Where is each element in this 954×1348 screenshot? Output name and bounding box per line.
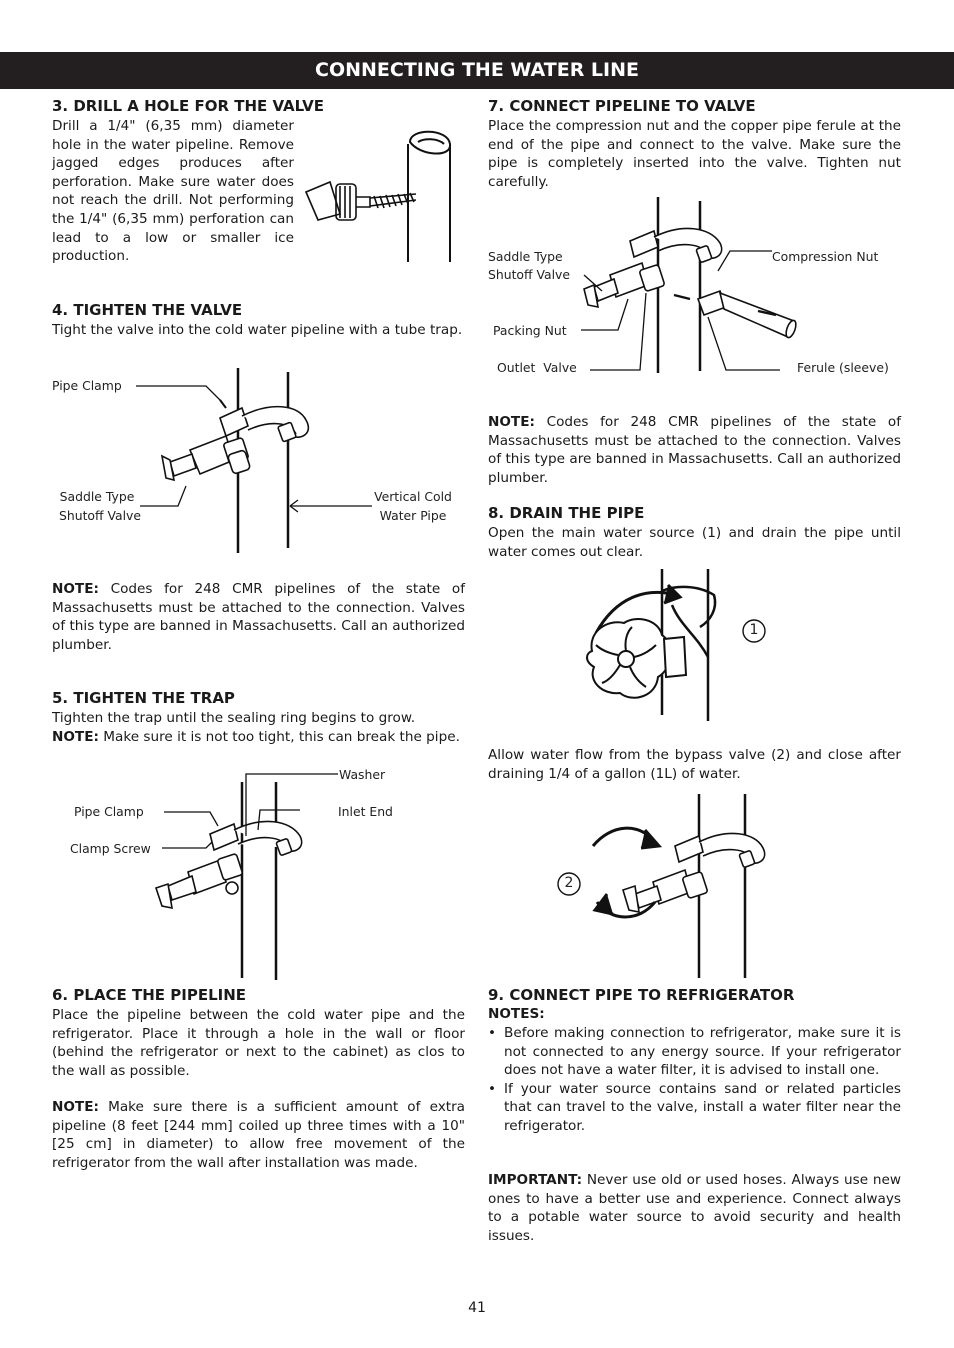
section-9-important — [488, 1171, 901, 1245]
valve-illustration-step4 — [130, 368, 460, 553]
section-7-heading: 7. CONNECT PIPELINE TO VALVE — [488, 97, 756, 115]
section-5-note — [52, 728, 465, 747]
section-4-heading: 4. TIGHTEN THE VALVE — [52, 301, 243, 319]
section-8-body: Open the main water source (1) and drain the pipe until water comes out clear. — [488, 525, 901, 560]
list-item: • If your water source contains sand or related particles that can travel to the valve, install a water filter near the refrigerator. — [488, 1080, 901, 1136]
section-9-heading: 9. CONNECT PIPE TO REFRIGERATOR — [488, 986, 795, 1004]
section-3-body: Drill a 1/4" (6,35 mm) diameter hole in the water pipeline. Remove jagged edges produces after perforation. Make sure water does not reach the drill. Not performing the 1/4" (6,35 mm) perforation can lead to a low or smaller ice production. — [52, 118, 294, 265]
compression-nut-label: Compression Nut — [772, 249, 879, 264]
pipe-clamp-label-step5: Pipe Clamp — [74, 804, 144, 819]
section-7-body: Place the compression nut and the copper pipe ferule at the end of the pipe and connect to the valve. Make sure the pipe is completely inserted into the valve. Tighten nut carefully. — [488, 118, 901, 190]
marker-1: 1 — [749, 622, 759, 638]
section-5-body: Tighten the trap until the sealing ring begins to grow. — [52, 710, 416, 726]
washer-label: Washer — [339, 767, 386, 782]
section-4-note-text: Codes for 248 CMR pipelines of the state of Massachusetts must be attached to the connection. Valves of this type are banned in Massachusetts. Call an authorized plumber. — [52, 581, 465, 653]
trap-illustration-step5 — [150, 770, 350, 982]
section-9-notes-list — [488, 1024, 901, 1136]
section-4-body: Tight the valve into the cold water pipeline with a tube trap. — [52, 322, 463, 338]
section-5-note-text: Make sure it is not too tight, this can break the pipe. — [103, 729, 460, 745]
section-8-heading: 8. DRAIN THE PIPE — [488, 504, 645, 522]
page-number: 41 — [468, 1300, 486, 1316]
important-label: IMPORTANT: — [488, 1172, 583, 1188]
section-7-note-text: Codes for 248 CMR pipelines of the state of Massachusetts must be attached to the connection. Valves of this type are banned in Massachusetts. Call an authorized plumber. — [488, 414, 901, 486]
pipeline-valve-illustration-step7 — [580, 195, 810, 375]
section-6-note — [52, 1098, 465, 1172]
vertical-pipe-label-1: Vertical Cold — [374, 489, 452, 504]
section-4-note — [52, 580, 465, 654]
section-7-note — [488, 413, 901, 487]
section-8-body-2: Allow water flow from the bypass valve (2) and close after draining 1/4 of a gallon (1L) of water. — [488, 747, 901, 782]
pipe-clamp-label: Pipe Clamp — [52, 378, 122, 393]
section-6-note-text: Make sure there is a sufficient amount of extra pipeline (8 feet [244 mm] coiled up three times with a 10" [25 cm] in diameter) to allow free movement of the refrigerator from the wall after installation was made. — [52, 1099, 465, 1171]
marker-2: 2 — [564, 875, 574, 891]
important-text: Never use old or used hoses. Always use new ones to have a better use and experience. Connect always to a potable water source to avoid security and health issues. — [488, 1172, 901, 1244]
section-7-note-label: NOTE: — [488, 414, 535, 430]
bypass-valve-illustration — [555, 790, 795, 980]
section-5-note-label: NOTE: — [52, 729, 99, 745]
saddle-valve-label-1-step7: Saddle Type — [488, 249, 563, 264]
main-valve-illustration — [580, 565, 780, 725]
outlet-valve-label: Outlet Valve — [497, 360, 577, 375]
section-4-note-label: NOTE: — [52, 581, 99, 597]
vertical-pipe-label-2: Water Pipe — [379, 508, 447, 523]
clamp-screw-label: Clamp Screw — [70, 841, 151, 856]
packing-nut-label: Packing Nut — [493, 323, 567, 338]
ferule-label: Ferule (sleeve) — [797, 360, 889, 375]
saddle-valve-label-1: Saddle Type — [59, 489, 135, 504]
section-6-heading: 6. PLACE THE PIPELINE — [52, 986, 247, 1004]
section-3-heading: 3. DRILL A HOLE FOR THE VALVE — [52, 97, 325, 115]
saddle-valve-label-2: Shutoff Valve — [59, 508, 141, 523]
section-9-notes-label: NOTES: — [488, 1006, 545, 1022]
section-6-body: Place the pipeline between the cold water pipe and the refrigerator. Place it through a hole in the wall or floor (behind the refrigerator or next to the cabinet) as clos to the wall as possible. — [52, 1007, 465, 1079]
list-item: • Before making connection to refrigerator, make sure it is not connected to any energy source. If your refrigerator does not have a water filter, it is advised to install one. — [488, 1024, 901, 1080]
page-title: CONNECTING THE WATER LINE — [0, 52, 954, 89]
saddle-valve-label-2-step7: Shutoff Valve — [488, 267, 570, 282]
inlet-end-label: Inlet End — [338, 804, 393, 819]
section-5-heading: 5. TIGHTEN THE TRAP — [52, 689, 235, 707]
section-6-note-label: NOTE: — [52, 1099, 99, 1115]
drill-illustration — [300, 122, 470, 262]
